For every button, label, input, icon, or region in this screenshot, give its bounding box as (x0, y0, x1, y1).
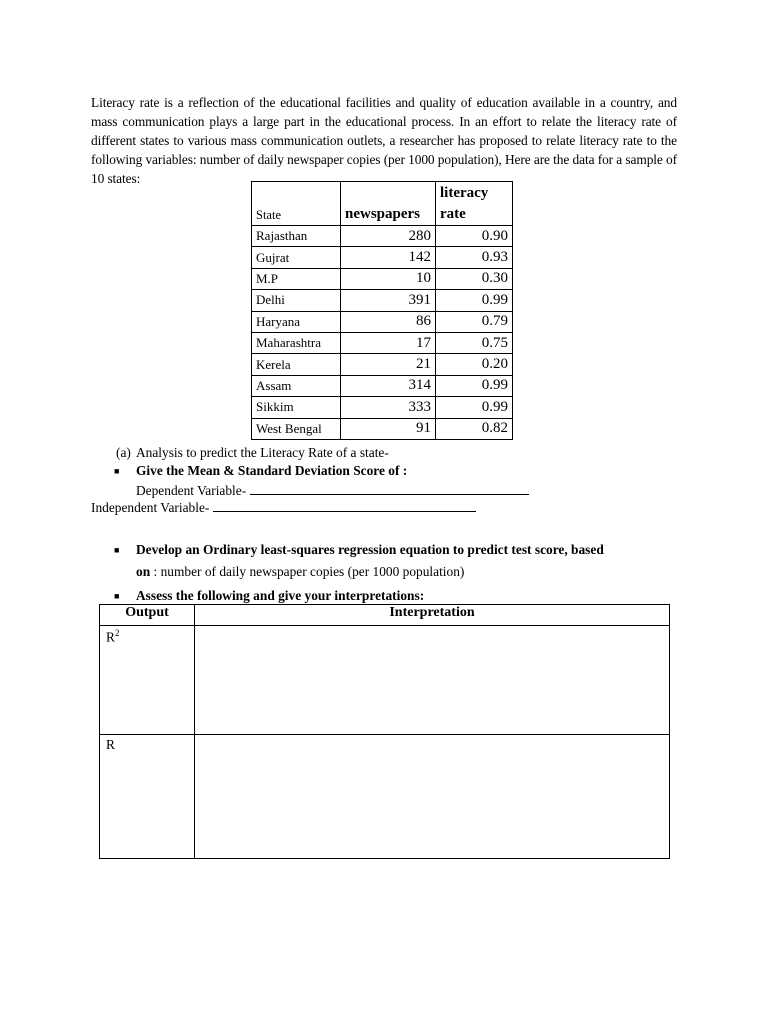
cell-state: Rajasthan (252, 226, 341, 247)
assess-instruction: Assess the following and give your interpretations: (136, 588, 425, 603)
table-row (252, 375, 513, 396)
bullet-square-icon: ■ (114, 545, 120, 555)
cell-newspapers: 10 (341, 268, 436, 289)
cell-state: West Bengal (252, 418, 341, 439)
cell-state: M.P (252, 268, 341, 289)
cell-newspapers: 280 (341, 226, 436, 247)
part-a-label: (a) (116, 445, 131, 460)
cell-newspapers: 86 (341, 311, 436, 332)
assessment-table (99, 604, 670, 859)
independent-variable-answer-line[interactable] (213, 499, 476, 512)
cell-newspapers: 314 (341, 375, 436, 396)
cell-newspapers: 333 (341, 397, 436, 418)
intro-paragraph: Literacy rate is a reflection of the educational facilities and quality of education available in a country, and mass communication plays a large part in the educational process. In an effort to relate the literacy rate of different states to various mass communication outlets, a researcher has proposed to relate literacy rate to the following variables: number of daily newspaper copies (per 1000 population), Here are the data for a sample of 10 states: (91, 95, 677, 186)
mean-sd-instruction: Give the Mean & Standard Deviation Score of : (136, 463, 408, 478)
part-a-text: Analysis to predict the Literacy Rate of a state- (136, 445, 389, 460)
cell-literacy-rate: 0.30 (436, 268, 513, 289)
output-label: R (106, 629, 115, 645)
independent-variable-label: Independent Variable- (91, 500, 210, 515)
cell-state: Gujrat (252, 247, 341, 268)
cell-literacy-rate: 0.79 (436, 311, 513, 332)
cell-literacy-rate: 0.99 (436, 290, 513, 311)
cell-newspapers: 91 (341, 418, 436, 439)
cell-literacy-rate: 0.90 (436, 226, 513, 247)
cell-output-r (100, 735, 195, 859)
assessment-header-row (100, 605, 670, 626)
cell-state: Sikkim (252, 397, 341, 418)
table-row (100, 626, 670, 735)
cell-output-r-squared (100, 626, 195, 735)
regression-predictor-text: : number of daily newspaper copies (per 1000 population) (150, 564, 465, 579)
dependent-variable-row (136, 482, 529, 499)
regression-instruction: Develop an Ordinary least-squares regression equation to predict test score, based (136, 542, 604, 557)
table-row (252, 311, 513, 332)
regression-instruction-cont (136, 564, 464, 580)
cell-state: Delhi (252, 290, 341, 311)
cell-newspapers: 391 (341, 290, 436, 311)
data-table-header-row (252, 182, 513, 226)
cell-state: Kerela (252, 354, 341, 375)
cell-state: Haryana (252, 311, 341, 332)
output-label: R (106, 737, 115, 752)
table-row (252, 397, 513, 418)
cell-literacy-rate: 0.75 (436, 332, 513, 353)
cell-interpretation-input[interactable] (195, 626, 670, 735)
dependent-variable-answer-line[interactable] (250, 482, 529, 495)
cell-newspapers: 17 (341, 332, 436, 353)
table-row (252, 332, 513, 353)
cell-literacy-rate: 0.82 (436, 418, 513, 439)
bullet-square-icon: ■ (114, 591, 120, 601)
table-row (252, 247, 513, 268)
cell-literacy-rate: 0.20 (436, 354, 513, 375)
header-newspapers: newspapers (341, 182, 436, 226)
table-row (100, 735, 670, 859)
cell-interpretation-input[interactable] (195, 735, 670, 859)
states-data-table (251, 181, 513, 440)
regression-on-word: on (136, 564, 151, 579)
cell-newspapers: 21 (341, 354, 436, 375)
cell-literacy-rate: 0.99 (436, 375, 513, 396)
dependent-variable-label: Dependent Variable- (136, 483, 247, 498)
header-state: State (252, 182, 341, 226)
cell-literacy-rate: 0.93 (436, 247, 513, 268)
bullet-square-icon: ■ (114, 466, 120, 476)
table-row (252, 268, 513, 289)
cell-literacy-rate: 0.99 (436, 397, 513, 418)
table-row (252, 418, 513, 439)
table-row (252, 226, 513, 247)
table-row (252, 354, 513, 375)
cell-newspapers: 142 (341, 247, 436, 268)
superscript: 2 (114, 628, 120, 638)
header-interpretation: Interpretation (195, 605, 670, 626)
header-output: Output (100, 605, 195, 626)
cell-state: Maharashtra (252, 332, 341, 353)
header-literacy-rate: literacy rate (436, 182, 513, 226)
cell-state: Assam (252, 375, 341, 396)
table-row (252, 290, 513, 311)
independent-variable-row (91, 499, 476, 516)
